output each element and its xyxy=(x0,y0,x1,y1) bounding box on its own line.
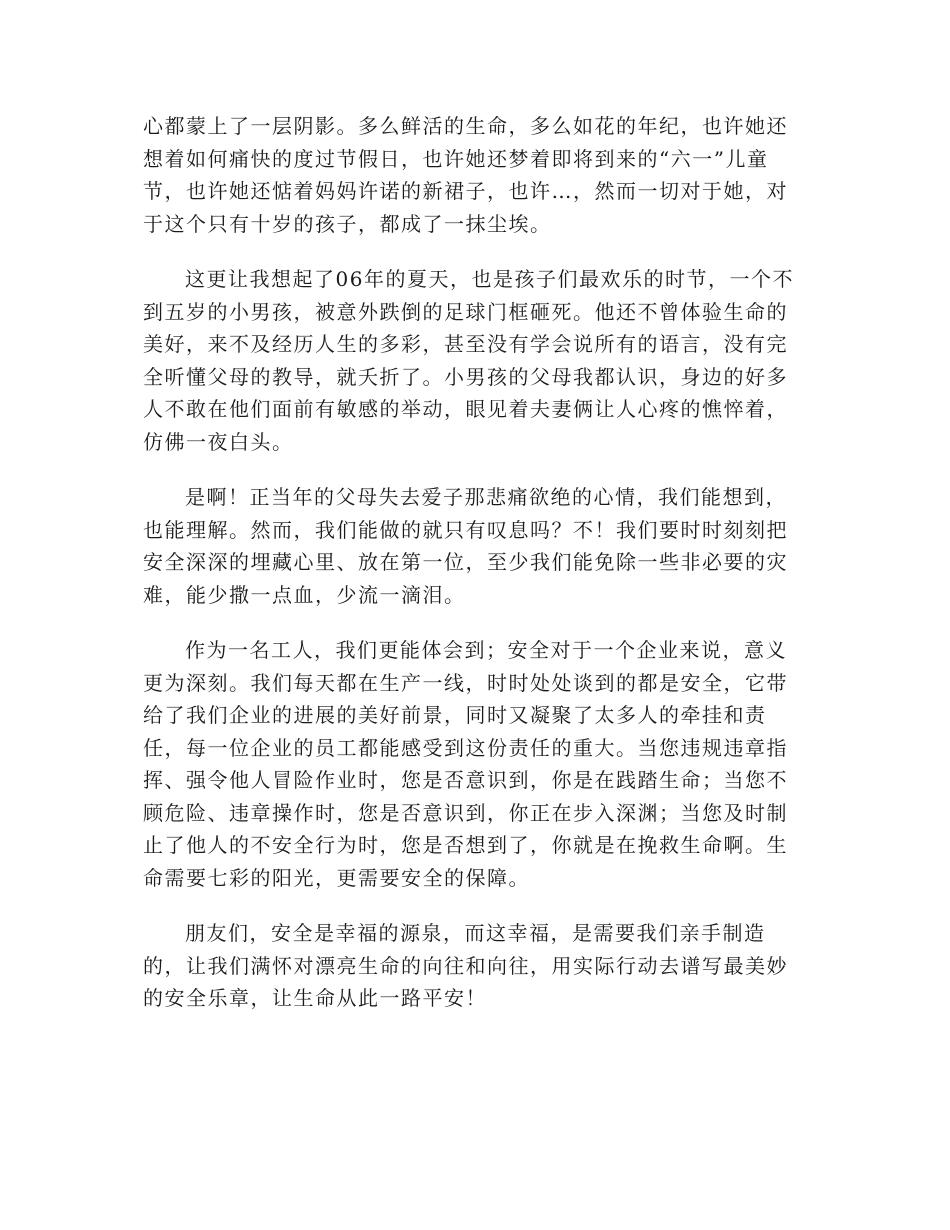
paragraph xyxy=(143,634,805,894)
text-line: 的安全乐章，让生命从此一路平安！ xyxy=(143,986,487,1010)
text-line: 顾危险、违章操作时，您是否意识到，你正在步入深渊；当您及时制 xyxy=(143,800,788,825)
text-line: 仿佛一夜白头。 xyxy=(143,429,294,454)
text-line: 任，每一位企业的员工都能感受到这份责任的重大。当您违规违章指 xyxy=(143,735,788,760)
paragraph xyxy=(143,110,805,240)
paragraph xyxy=(143,481,805,611)
text-line: 更为深刻。我们每天都在生产一线，时时处处谈到的都是安全，它带 xyxy=(143,670,788,695)
text-line: 想着如何痛快的度过节假日，也许她还梦着即将到来的“六一”儿童 xyxy=(143,146,769,171)
text-line: 的，让我们满怀对漂亮生命的向往和向往，用实际行动去谱写最美妙 xyxy=(143,953,788,978)
text-line: 心都蒙上了一层阴影。多么鲜活的生命，多么如花的年纪，也许她还 xyxy=(143,114,788,138)
text-line: 朋友们，安全是幸福的源泉，而这幸福，是需要我们亲手制造 xyxy=(185,921,766,945)
text-line: 难，能少撒一点血，少流一滴泪。 xyxy=(143,582,466,607)
text-line: 是啊！正当年的父母失去爱子那悲痛欲绝的心情，我们能想到， xyxy=(185,485,787,509)
text-line: 给了我们企业的进展的美好前景，同时又凝聚了太多人的牵挂和责 xyxy=(143,703,767,727)
text-line: 节，也许她还惦着妈妈许诺的新裙子，也许…，然而一切对于她，对 xyxy=(143,179,788,203)
text-line: 全听懂父母的教导，就夭折了。小男孩的父母我都认识，身边的好多 xyxy=(143,364,788,389)
text-line: 人不敢在他们面前有敏感的举动，眼见着夫妻俩让人心疼的憔悴着， xyxy=(143,397,788,421)
document-body xyxy=(143,110,805,1038)
text-line: 命需要七彩的阳光，更需要安全的保障。 xyxy=(143,865,530,890)
text-line: 到五岁的小男孩，被意外跌倒的足球门框砸死。他还不曾体验生命的 xyxy=(143,299,788,324)
paragraph xyxy=(143,917,805,1015)
text-line: 挥、强令他人冒险作业时，您是否意识到，你是在践踏生命；当您不 xyxy=(143,768,788,792)
text-line: 美好，来不及经历人生的多彩，甚至没有学会说所有的语言，没有完 xyxy=(143,332,788,356)
text-line: 这更让我想起了06年的夏天，也是孩子们最欢乐的时节，一个不 xyxy=(185,267,794,291)
text-line: 也能理解。然而，我们能做的就只有叹息吗？不！我们要时时刻刻把 xyxy=(143,517,788,542)
paragraph xyxy=(143,263,805,458)
text-line: 作为一名工人，我们更能体会到；安全对于一个企业来说，意义 xyxy=(185,638,787,662)
text-line: 于这个只有十岁的孩子，都成了一抹尘埃。 xyxy=(143,211,552,236)
text-line: 止了他人的不安全行为时，您是否想到了，你就是在挽救生命啊。生 xyxy=(143,833,788,857)
text-line: 安全深深的埋藏心里、放在第一位，至少我们能免除一些非必要的灾 xyxy=(143,550,788,574)
